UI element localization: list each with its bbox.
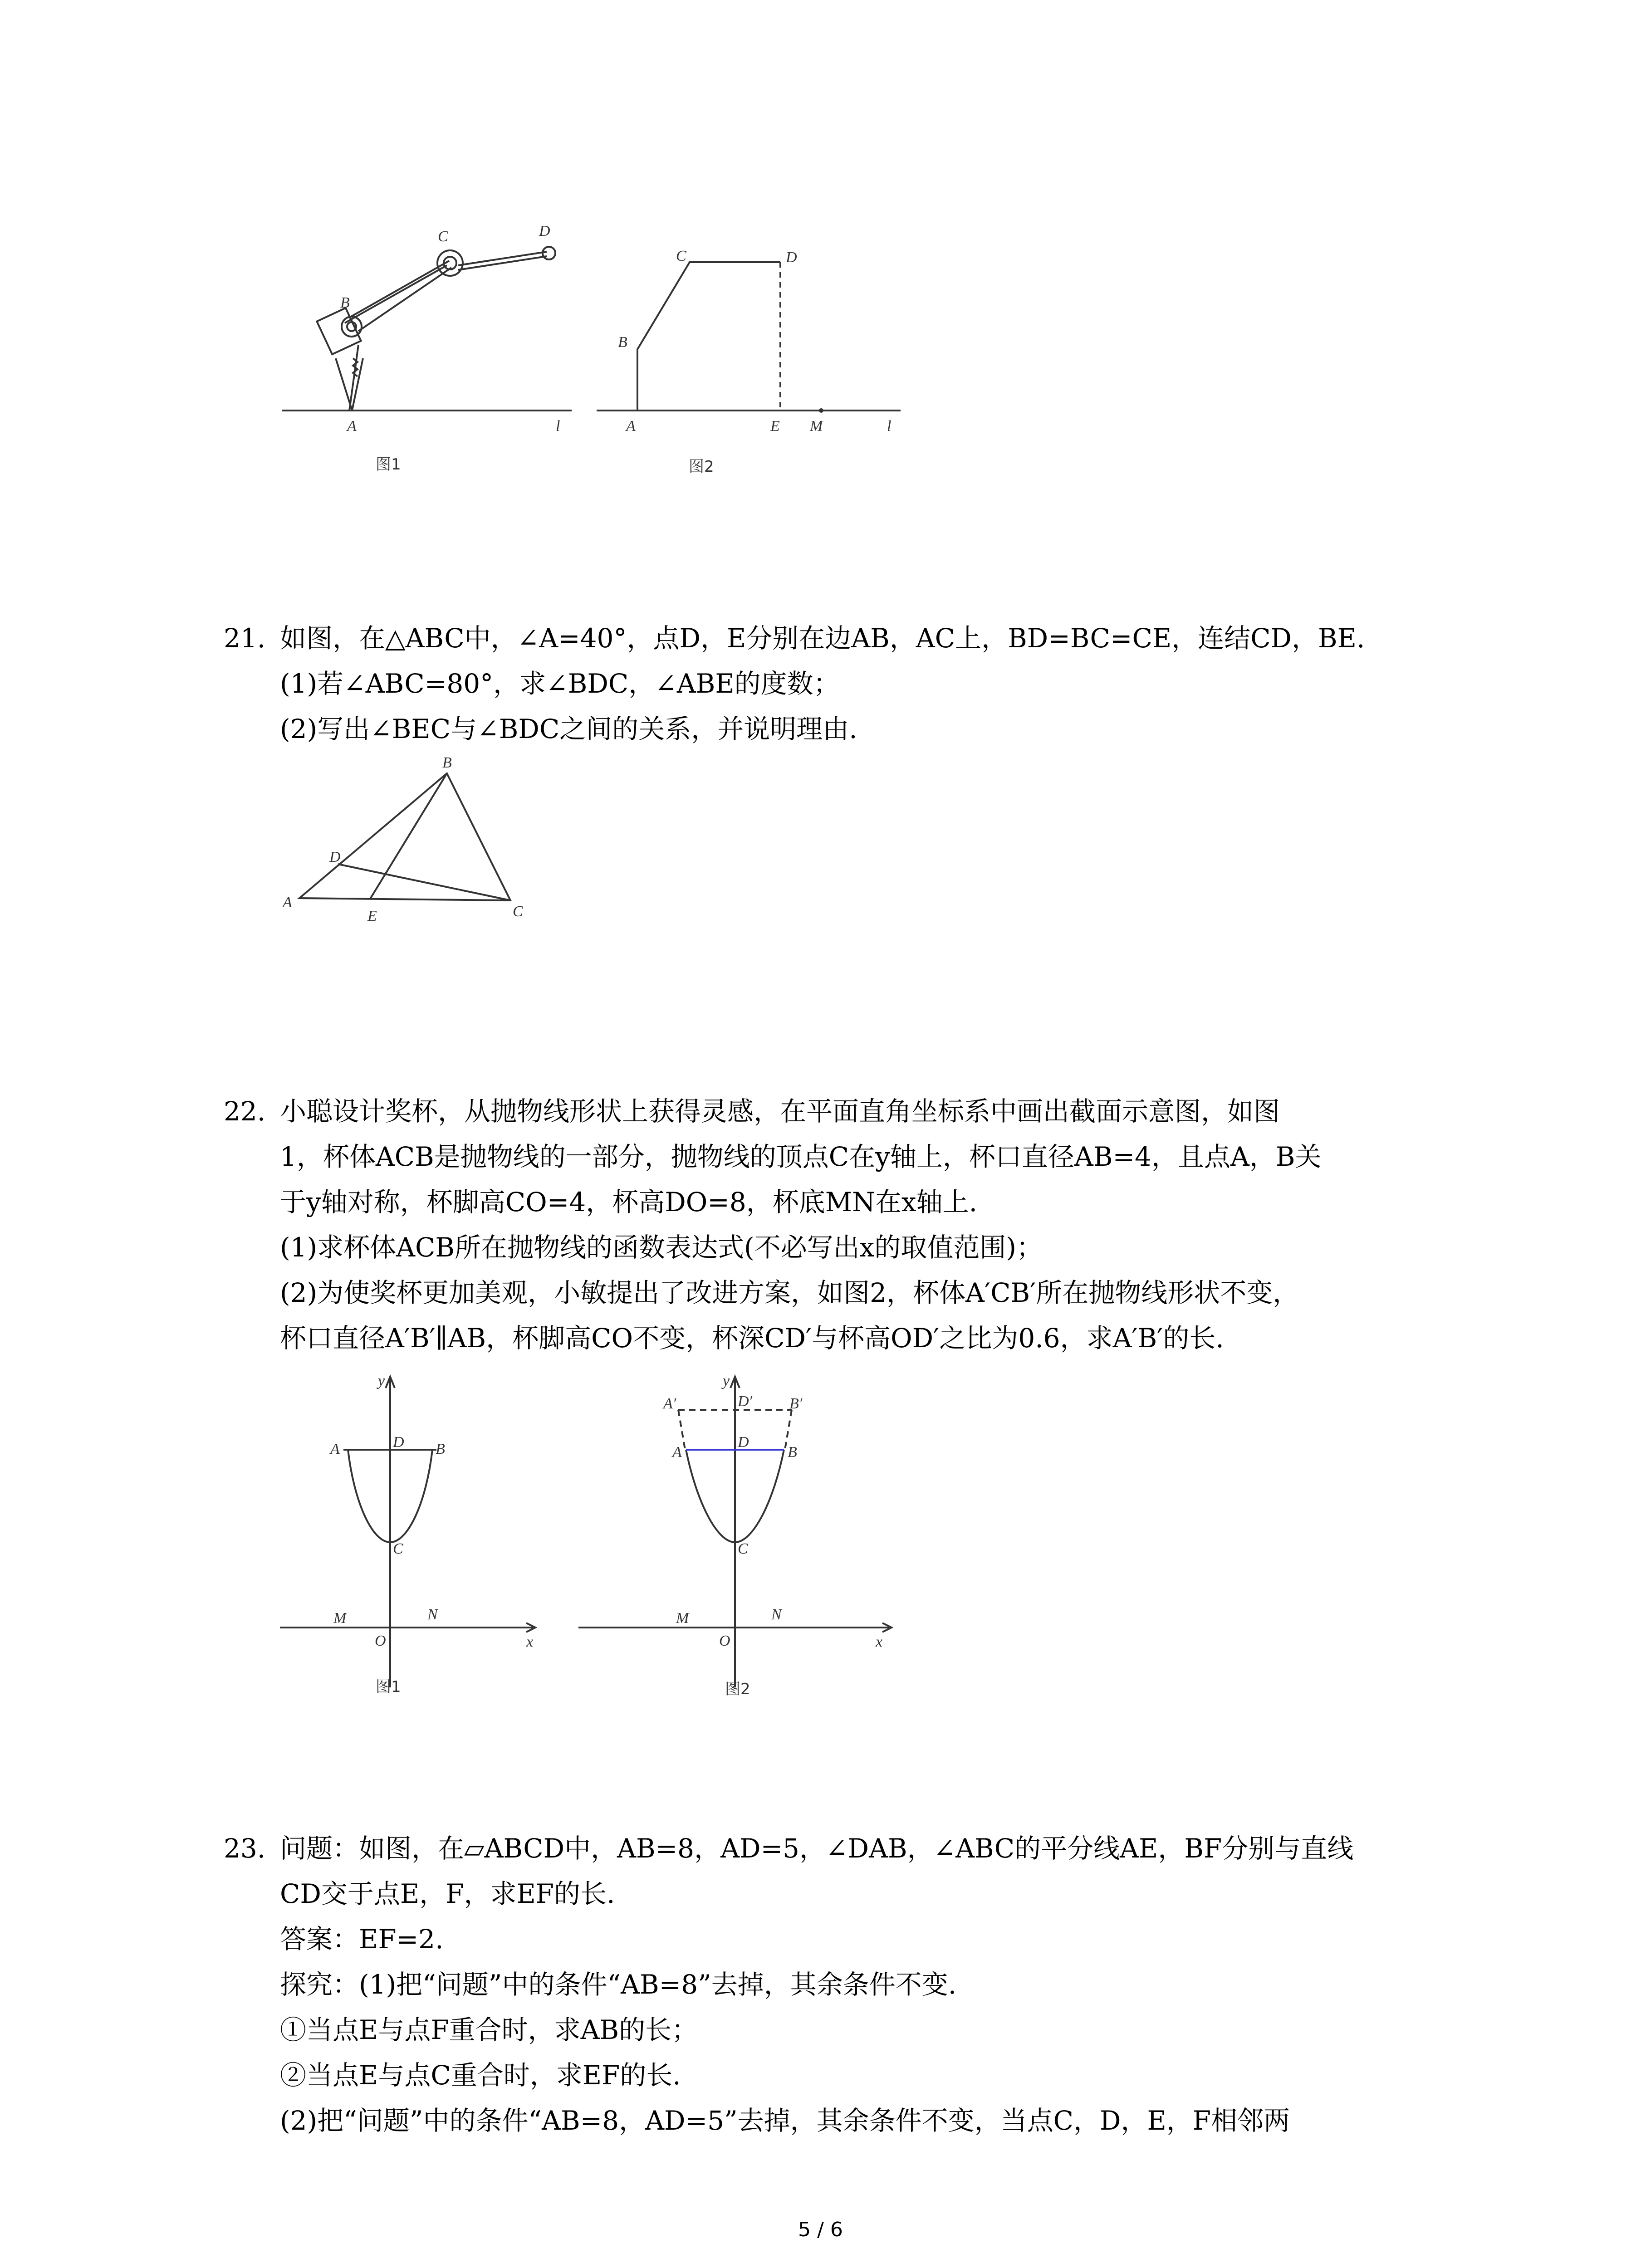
fig1-caption: 图1 — [376, 1678, 401, 1696]
label-N: N — [771, 1606, 782, 1623]
label-A: A — [330, 1441, 340, 1457]
q21-line-1: 如图，在△ABC中，∠A=40°，点D，E分别在边AB，AC上，BD=BC=CE，连结CD，BE. — [280, 623, 1365, 654]
q23-line-4: 探究：(1)把“问题”中的条件“AB=8”去掉，其余条件不变. — [280, 1969, 957, 2000]
q22-line-2: 1，杯体ACB是抛物线的一部分，抛物线的顶点C在y轴上，杯口直径AB=4，且点A，B关 — [280, 1141, 1322, 1172]
q23-number: 23. — [224, 1833, 266, 1864]
label-A-prime: A′ — [663, 1395, 676, 1412]
label-C: C — [438, 228, 448, 245]
arm-outline — [637, 262, 780, 411]
label-C: C — [513, 903, 523, 920]
q20-figure-2 — [590, 236, 916, 485]
q22-number: 22. — [224, 1096, 266, 1127]
label-A: A — [672, 1444, 682, 1461]
label-D-prime: D′ — [738, 1393, 752, 1410]
triangle-ABC — [299, 773, 510, 900]
fig1-caption: 图1 — [376, 455, 401, 474]
label-A: A — [347, 418, 357, 435]
label-l: l — [556, 418, 560, 435]
fig2-caption: 图2 — [689, 458, 714, 476]
q23-line-6: ②当点E与点C重合时，求EF的长. — [280, 2060, 681, 2091]
label-D: D — [786, 249, 797, 266]
label-D: D — [329, 849, 341, 865]
q21-line-2: (1)若∠ABC=80°，求∠BDC，∠ABE的度数； — [280, 668, 840, 699]
label-N: N — [427, 1606, 438, 1623]
label-O: O — [375, 1633, 386, 1649]
label-M: M — [810, 418, 823, 435]
q21-line-3: (2)写出∠BEC与∠BDC之间的关系，并说明理由. — [280, 714, 857, 744]
label-M: M — [676, 1610, 689, 1627]
q23-line-2: CD交于点E，F，求EF的长. — [280, 1878, 615, 1909]
label-D: D — [393, 1434, 404, 1451]
label-C: C — [738, 1540, 748, 1557]
label-y: y — [723, 1373, 730, 1389]
q22-line-4: (1)求杯体ACB所在抛物线的函数表达式(不必写出x的取值范围)； — [280, 1232, 1043, 1263]
q23-line-5: ①当点E与点F重合时，求AB的长； — [280, 2014, 698, 2045]
q22-line-1: 小聪设计奖杯，从抛物线形状上获得灵感，在平面直角坐标系中画出截面示意图，如图 — [280, 1096, 1280, 1127]
label-C: C — [393, 1540, 403, 1557]
page-number: 5 / 6 — [798, 2218, 843, 2241]
q21-number: 21. — [224, 623, 266, 654]
label-D: D — [539, 223, 550, 240]
q21-triangle-figure — [272, 753, 544, 934]
label-B: B — [436, 1441, 445, 1457]
label-A: A — [283, 894, 292, 911]
q22-line-3: 于y轴对称，杯脚高CO=4，杯高DO=8，杯底MN在x轴上. — [280, 1187, 978, 1217]
label-B: B — [618, 334, 627, 351]
label-x: x — [526, 1633, 534, 1650]
label-C: C — [676, 248, 686, 264]
label-B: B — [788, 1444, 797, 1461]
label-E: E — [770, 418, 780, 435]
label-l: l — [887, 418, 892, 435]
q20-figure-1 — [272, 213, 581, 485]
label-y: y — [378, 1373, 385, 1389]
label-M: M — [333, 1610, 347, 1627]
label-E: E — [367, 908, 377, 924]
q23-line-1: 问题：如图，在▱ABCD中，AB=8，AD=5，∠DAB，∠ABC的平分线AE，BF分别与直线 — [280, 1833, 1354, 1864]
q23-line-7: (2)把“问题”中的条件“AB=8，AD=5”去掉，其余条件不变，当点C，D，E，F相邻两 — [280, 2105, 1290, 2136]
q22-line-5: (2)为使奖杯更加美观，小敏提出了改进方案，如图2，杯体A′CB′所在抛物线形状不变， — [280, 1277, 1299, 1308]
q22-line-6: 杯口直径A′B′∥AB，杯脚高CO不变，杯深CD′与杯高OD′之比为0.6，求A′B′的长. — [280, 1323, 1224, 1354]
label-B-prime: B′ — [789, 1395, 803, 1412]
label-B: B — [340, 294, 350, 311]
label-O: O — [719, 1633, 730, 1649]
label-B: B — [442, 754, 452, 771]
label-x: x — [876, 1633, 883, 1650]
q22-figure-1 — [272, 1370, 554, 1715]
label-A: A — [626, 418, 636, 435]
q22-figure-2 — [572, 1370, 898, 1715]
fig2-caption: 图2 — [725, 1680, 750, 1698]
label-D: D — [738, 1434, 749, 1451]
q23-line-3: 答案：EF=2. — [280, 1924, 444, 1955]
